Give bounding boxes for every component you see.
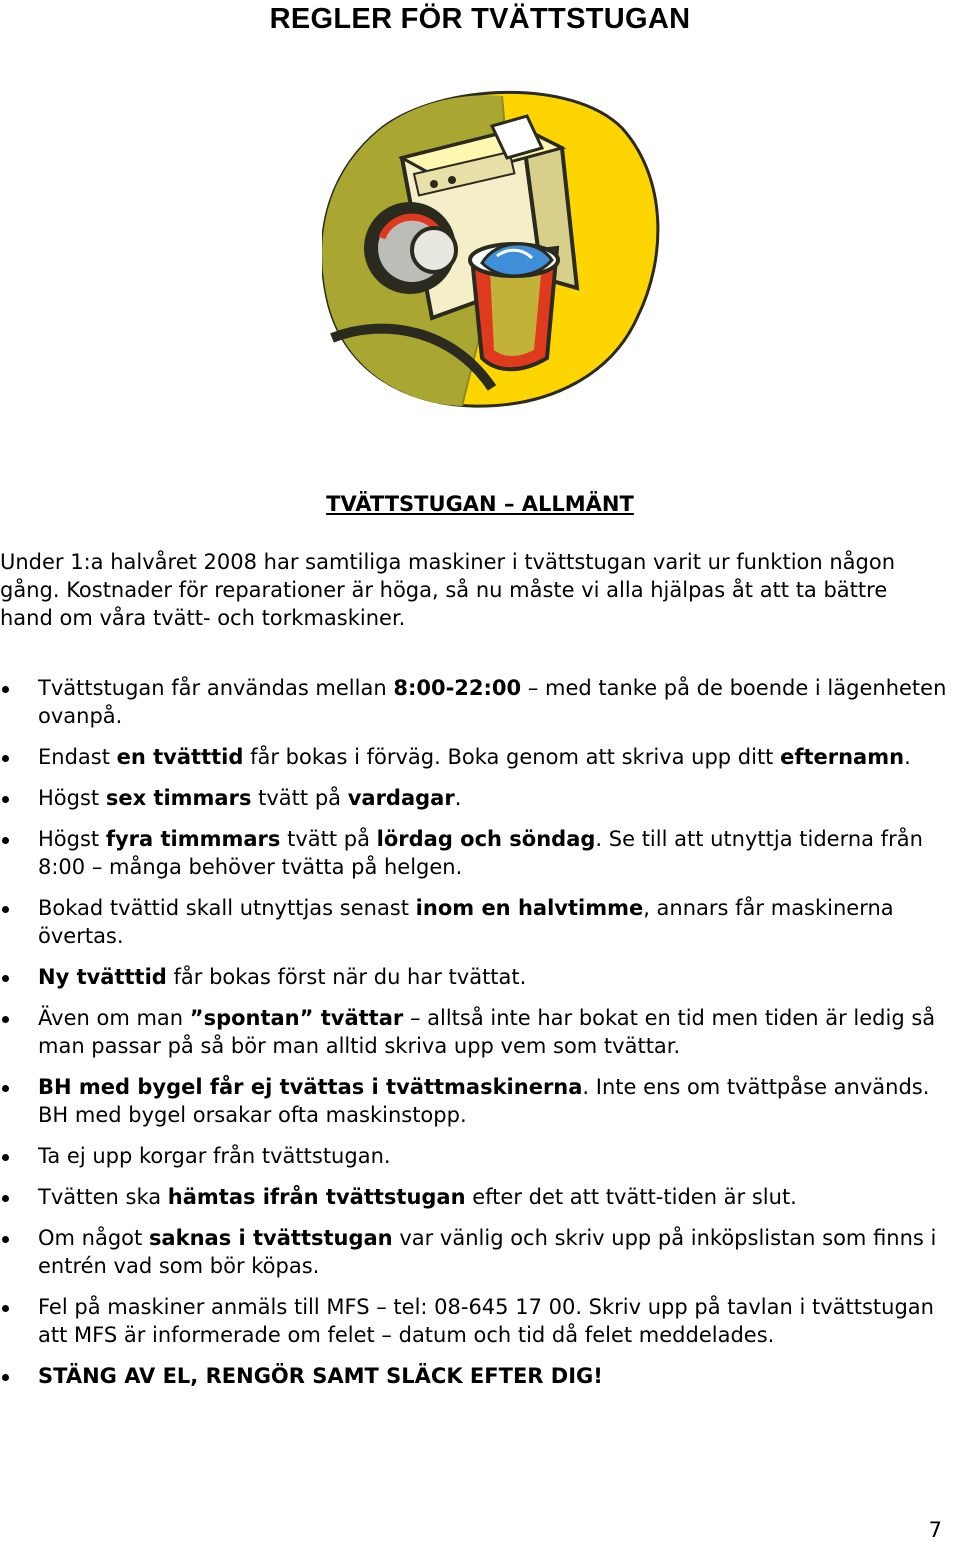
rule-item — [0, 1004, 960, 1060]
rule-text: . Inte ens om tvättpåse används. BH med bygel orsakar ofta maskinstopp. — [38, 1075, 930, 1127]
washing-machine-clipart-icon — [322, 88, 662, 408]
bullet-icon — [2, 1154, 9, 1161]
rule-emphasis: sex timmars — [105, 786, 252, 810]
rule-item — [0, 784, 960, 812]
section-title: TVÄTTSTUGAN – ALLMÄNT — [326, 492, 634, 516]
rule-emphasis: 8:00-22:00 — [393, 676, 522, 700]
rule-text: Ta ej upp korgar från tvättstugan. — [38, 1144, 391, 1168]
rule-emphasis: ”spontan” tvättar — [189, 1006, 404, 1030]
rule-text: . — [904, 745, 911, 769]
bullet-icon — [2, 1236, 9, 1243]
rule-item — [0, 963, 960, 991]
rule-text: får bokas först när du har tvättat. — [166, 965, 527, 989]
bullet-icon — [2, 1195, 9, 1202]
rule-item — [0, 1142, 960, 1170]
rule-text: . — [454, 786, 462, 810]
rule-emphasis: STÄNG AV EL, RENGÖR SAMT SLÄCK EFTER DIG! — [38, 1364, 603, 1388]
rule-item — [0, 894, 960, 950]
rule-item — [0, 674, 960, 730]
rule-text: . Se till att utnyttja tiderna från 8:00 – många behöver tvätta på helgen. — [38, 827, 923, 879]
rule-emphasis: fyra timmmars — [105, 827, 281, 851]
rule-text: , annars får maskinerna övertas. — [38, 896, 894, 948]
rule-text: Högst — [38, 786, 106, 810]
rule-text: Högst — [38, 827, 106, 851]
intro-paragraph: Under 1:a halvåret 2008 har samtiliga maskiner i tvättstugan varit ur funktion någon gång. Kostnader för reparationer är höga, så nu måste vi alla hjälpas åt att ta bättre hand om våra tvätt- och torkmaskiner. — [0, 550, 896, 630]
rule-emphasis: en tvätttid — [116, 745, 244, 769]
bullet-icon — [2, 686, 9, 693]
rule-text: – alltså inte har bokat en tid men tiden är ledig så man passar på så bör man alltid skriva upp vem som tvättar. — [38, 1006, 936, 1058]
bullet-icon — [2, 1374, 9, 1381]
rule-emphasis: BH med bygel får ej tvättas i tvättmaskinerna — [38, 1075, 583, 1099]
rule-emphasis: Ny tvätttid — [38, 965, 167, 989]
rule-emphasis: efternamn — [780, 745, 905, 769]
rule-text: Tvätten ska — [38, 1185, 168, 1209]
rule-text: Även om man — [38, 1006, 190, 1030]
rule-emphasis: inom en halvtimme — [415, 896, 644, 920]
rule-item — [0, 1224, 960, 1280]
bullet-icon — [2, 1085, 9, 1092]
rule-item — [0, 1293, 960, 1349]
bullet-icon — [2, 1305, 9, 1312]
rule-text: Tvättstugan får användas mellan — [38, 676, 394, 700]
bullet-icon — [2, 837, 9, 844]
rule-item — [0, 1183, 960, 1211]
rule-text: – med tanke på de boende i lägenheten ovanpå. — [38, 676, 947, 728]
bullet-icon — [2, 755, 9, 762]
rule-text: Om något — [38, 1226, 149, 1250]
rule-text: Fel på maskiner anmäls till MFS – tel: 08-645 17 00. Skriv upp på tavlan i tvättstugan att MFS är informerade om felet – datum och tid då felet meddelades. — [38, 1295, 934, 1347]
rule-item — [0, 743, 960, 771]
rule-item — [0, 825, 960, 881]
bullet-icon — [2, 975, 9, 982]
rule-item — [0, 1073, 960, 1129]
page-number: 7 — [928, 1518, 942, 1542]
rule-text: Endast — [38, 745, 117, 769]
rule-emphasis: lördag och söndag — [376, 827, 596, 851]
rule-text: efter det att tvätt-tiden är slut. — [465, 1185, 797, 1209]
rule-item — [0, 1362, 960, 1390]
bullet-icon — [2, 906, 9, 913]
bullet-icon — [2, 796, 9, 803]
rules-list — [0, 674, 960, 1403]
rule-text: tvätt på — [280, 827, 377, 851]
rule-emphasis: saknas i tvättstugan — [148, 1226, 393, 1250]
rule-emphasis: vardagar — [347, 786, 455, 810]
rule-text: var vänlig och skriv upp på inköpslistan som finns i entrén vad som bör köpas. — [38, 1226, 937, 1278]
rule-text: tvätt på — [251, 786, 348, 810]
rule-text: Bokad tvättid skall utnyttjas senast — [38, 896, 416, 920]
bullet-icon — [2, 1016, 9, 1023]
rule-emphasis: hämtas ifrån tvättstugan — [167, 1185, 466, 1209]
rule-text: får bokas i förväg. Boka genom att skriva upp ditt — [243, 745, 781, 769]
page-title: REGLER FÖR TVÄTTSTUGAN — [269, 3, 691, 35]
